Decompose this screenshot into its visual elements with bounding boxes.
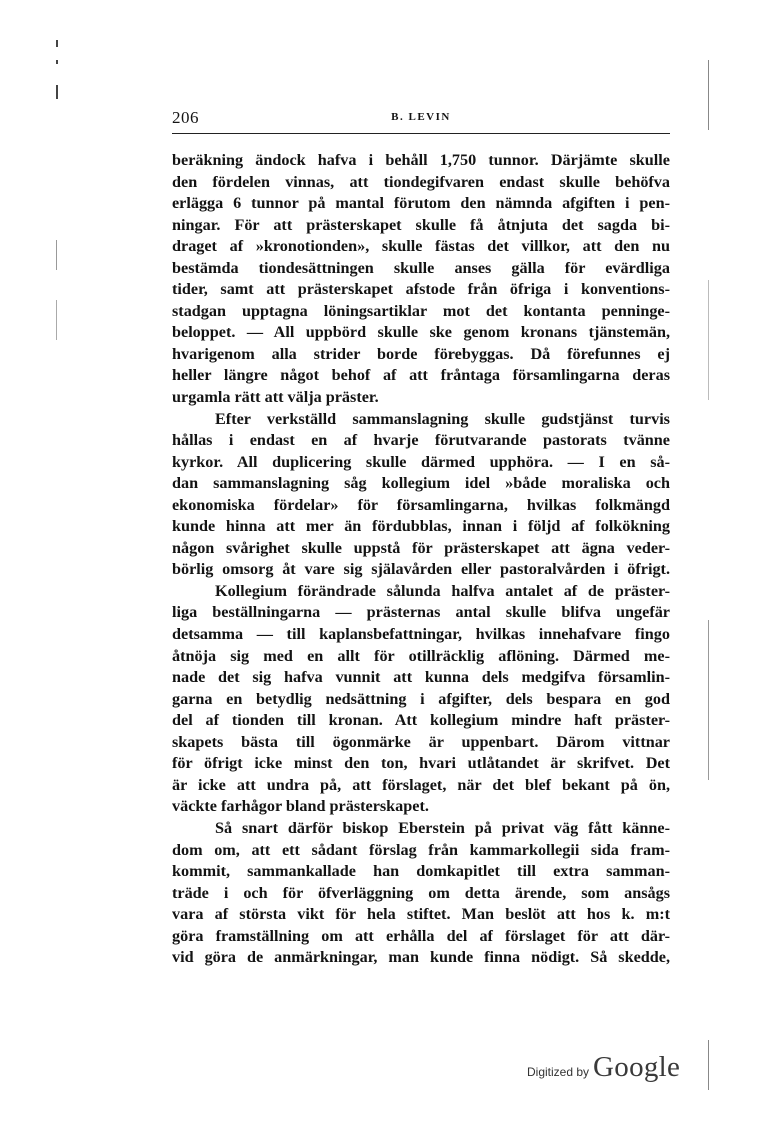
- text-line: Efter verkställd sammanslagning skulle gudstjänst turvis: [215, 409, 670, 428]
- text-line: nade det sig hafva vunnit att kunna dels medgifva församlin-: [172, 668, 670, 687]
- body-text: [172, 150, 670, 969]
- text-line: dan sammanslagning såg kollegium idel »både moraliska och: [172, 474, 670, 493]
- watermark-brand: Google: [593, 1051, 681, 1083]
- page-number: 206: [172, 108, 199, 127]
- text-line: garna en betydlig nedsättning i afgifter, dels bespara en god: [172, 689, 670, 708]
- text-line: detsamma — till kaplansbefattningar, hvilkas innehafvare fingo: [172, 625, 670, 644]
- text-line: vid göra de anmärkningar, man kunde finna nödigt. Så skedde,: [172, 948, 670, 967]
- scan-mark: [56, 85, 58, 99]
- text-line: urgamla rätt att välja präster.: [172, 388, 379, 407]
- text-line: dom om, att ett sådant förslag från kammarkollegii sida fram-: [172, 840, 670, 859]
- text-line: vara af största vikt för hela stiftet. Man beslöt att hos k. m:t: [172, 905, 670, 924]
- text-line: stadgan upptagna löningsartiklar mot det kontanta penninge-: [172, 301, 670, 320]
- text-line: för öfrigt icke minst den ton, hvari utlåtandet är skrifvet. Det: [172, 754, 670, 773]
- text-line: ekonomiska fördelar» för församlingarna, hvilkas folkmängd: [172, 495, 670, 514]
- text-line: erlägga 6 tunnor på mantal förutom den nämnda afgiften i pen-: [172, 194, 670, 213]
- text-line: träde i och för öfverläggning om detta ärende, som ansågs: [172, 883, 670, 902]
- running-head: B. LEVIN: [391, 111, 451, 123]
- scan-mark: [56, 60, 58, 64]
- text-line: kyrkor. All duplicering skulle därmed upphöra. — I en så-: [172, 452, 670, 471]
- header-rule: [172, 133, 670, 134]
- scan-mark: [56, 300, 57, 340]
- text-line: del af tionden till kronan. Att kollegium mindre haft präster-: [172, 711, 670, 730]
- text-line: är icke att undra på, att förslaget, när det blef bekant på ön,: [172, 775, 670, 794]
- scan-mark: [56, 240, 57, 270]
- text-line: liga beställningarna — prästernas antal skulle blifva ungefär: [172, 603, 670, 622]
- text-line: ningar. För att prästerskapet skulle få åtnjuta det sagda bi-: [172, 215, 670, 234]
- text-line: beräkning ändock hafva i behåll 1,750 tunnor. Därjämte skulle: [172, 151, 670, 169]
- text-line: beloppet. — All uppbörd skulle ske genom kronans tjänstemän,: [172, 323, 670, 342]
- watermark-prefix: Digitized by: [527, 1065, 590, 1079]
- text-line: tider, samt att prästerskapet afstode från öfriga i konventions-: [172, 280, 670, 299]
- text-line: Så snart därför biskop Eberstein på privat väg fått känne-: [215, 818, 670, 837]
- text-line: någon svårighet skulle uppstå för prästerskapet att ägna veder-: [172, 538, 670, 557]
- digitized-watermark: [527, 1051, 680, 1091]
- text-line: heller längre något behof af att fråntaga församlingarna deras: [172, 366, 670, 385]
- scan-mark: [708, 1040, 709, 1090]
- text-line: hvarigenom alla strider borde förebyggas. Då förefunnes ej: [172, 344, 670, 363]
- text-line: den fördelen vinnas, att tiondegifvaren endast skulle behöfva: [172, 172, 670, 191]
- scan-mark: [708, 620, 709, 780]
- text-line: kunde hinna att mer än fördubblas, innan i följd af folkökning: [172, 517, 670, 536]
- scan-mark: [708, 60, 709, 130]
- text-line: bestämda tiondesättningen skulle anses gälla för evärdliga: [172, 258, 670, 277]
- text-line: skapets bästa till ögonmärke är uppenbart. Därom vittnar: [172, 732, 670, 751]
- text-line: draget af »kronotionden», skulle fästas det villkor, att den nu: [172, 237, 670, 256]
- text-line: Kollegium förändrade sålunda halfva antalet af de präster-: [215, 581, 670, 600]
- scan-mark: [708, 280, 709, 400]
- text-line: kommit, sammankallade han domkapitlet till extra samman-: [172, 862, 670, 881]
- scan-mark: [56, 40, 58, 47]
- text-line: göra framställning om att erhålla del af förslaget för att där-: [172, 926, 670, 945]
- text-line: börlig omsorg åt vare sig själavården eller pastoralvården i öfrigt.: [172, 560, 670, 579]
- page-header: [172, 108, 670, 130]
- text-line: hållas i endast en af hvarje förutvarande pastorats tvänne: [172, 431, 670, 450]
- text-line: åtnöja sig med en allt för otillräcklig aflöning. Därmed me-: [172, 646, 670, 665]
- text-line: väckte farhågor bland prästerskapet.: [172, 797, 429, 816]
